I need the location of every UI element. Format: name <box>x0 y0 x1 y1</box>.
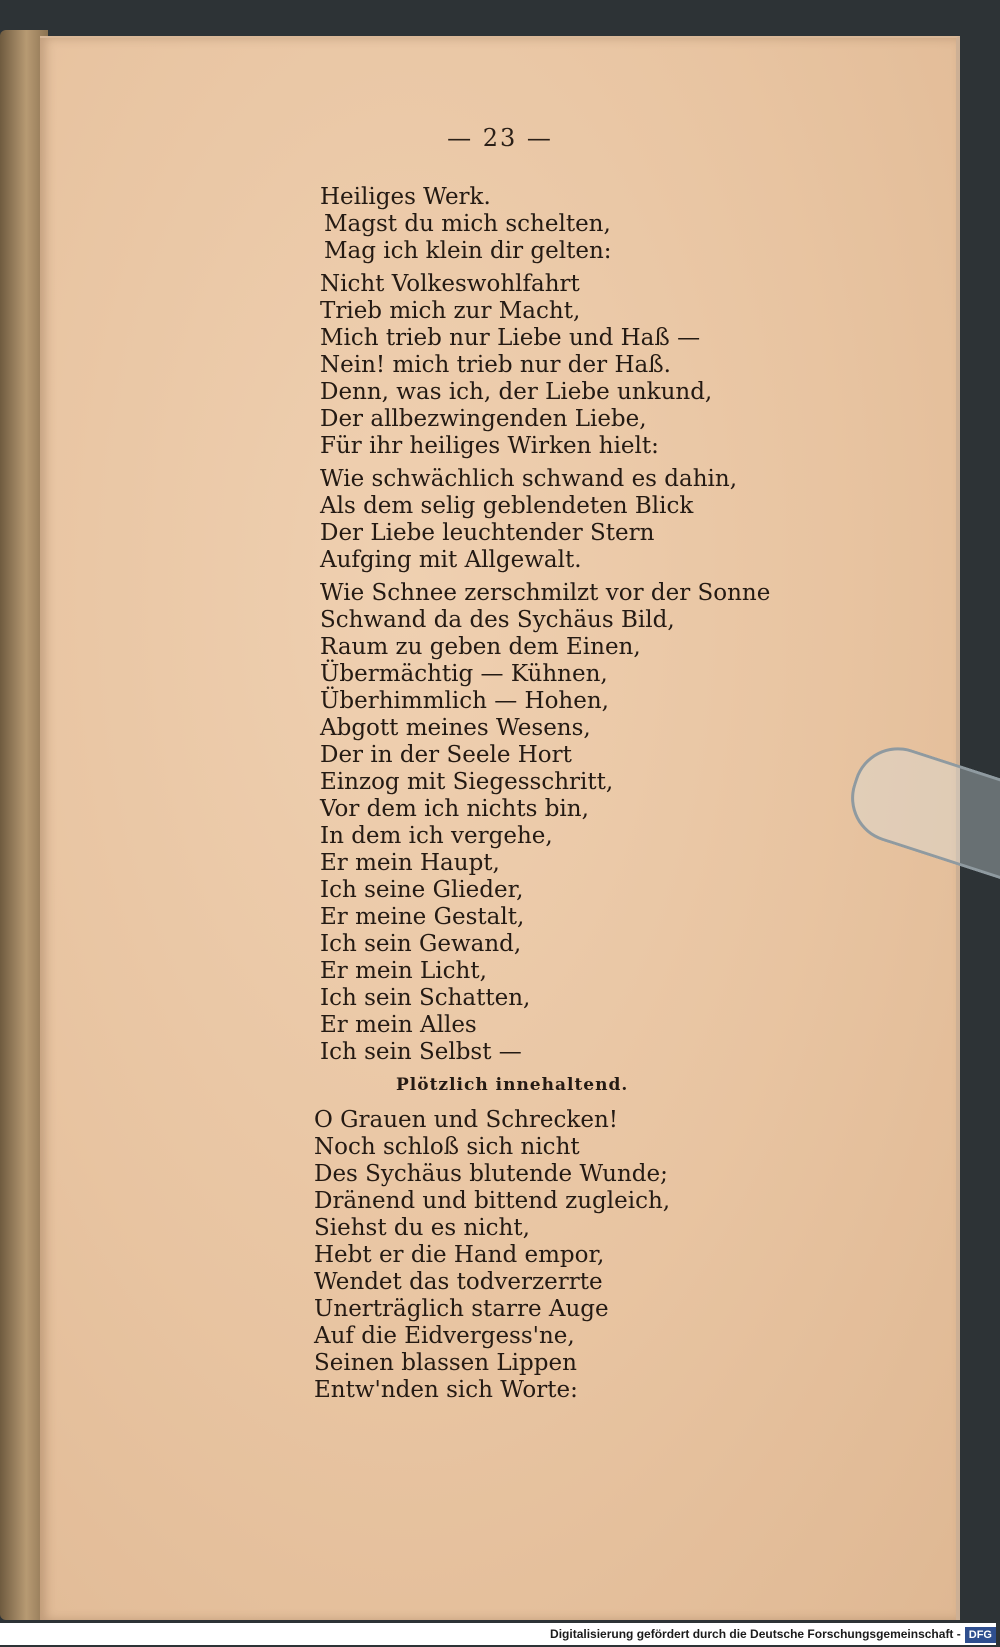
verse-line: Er mein Licht, <box>320 958 487 984</box>
verse-line: Entw'nden sich Worte: <box>314 1377 578 1403</box>
verse-line: Wie Schnee zerschmilzt vor der Sonne <box>320 580 771 606</box>
stanza-2 <box>320 271 940 460</box>
verse-line: Des Sychäus blutende Wunde; <box>314 1161 668 1187</box>
verse-line: Als dem selig geblendeten Blick <box>320 493 694 519</box>
verse-line: Vor dem ich nichts bin, <box>320 796 589 822</box>
verse-line: Er mein Alles <box>320 1012 477 1038</box>
verse-line: Wendet das todverzerrte <box>314 1269 603 1295</box>
verse-line: Denn, was ich, der Liebe unkund, <box>320 379 713 405</box>
verse-line: Dränend und bittend zugleich, <box>314 1188 671 1214</box>
stage-direction: Plötzlich innehaltend. <box>396 1075 629 1095</box>
verse-line: Trieb mich zur Macht, <box>320 298 581 324</box>
poem-text <box>314 184 940 1404</box>
verse-line: Er meine Gestalt, <box>320 904 525 930</box>
verse-line: Einzog mit Siegesschritt, <box>320 769 614 795</box>
verse-line: Übermächtig — Kühnen, <box>320 661 608 687</box>
verse-line: Ich sein Gewand, <box>320 931 522 957</box>
stanza-1 <box>320 184 940 265</box>
verse-line: Hebt er die Hand empor, <box>314 1242 605 1268</box>
verse-line: Noch schloß sich nicht <box>314 1134 580 1160</box>
digitization-footer <box>0 1623 996 1645</box>
stanza-4 <box>320 580 940 1066</box>
verse-line: Überhimmlich — Hohen, <box>320 688 609 714</box>
verse-line: Der in der Seele Hort <box>320 742 572 768</box>
dfg-logo: DFG <box>965 1627 996 1643</box>
verse-line: Heiliges Werk. <box>320 184 491 210</box>
verse-line: Nein! mich trieb nur der Haß. <box>320 352 671 378</box>
verse-line: Der allbezwingenden Liebe, <box>320 406 647 432</box>
verse-line: Mag ich klein dir gelten: <box>324 238 612 264</box>
stanza-3 <box>320 466 940 574</box>
verse-line: O Grauen und Schrecken! <box>314 1107 618 1133</box>
verse-line: Für ihr heiliges Wirken hielt: <box>320 433 659 459</box>
verse-line: Ich seine Glieder, <box>320 877 524 903</box>
verse-line: Wie schwächlich schwand es dahin, <box>320 466 738 492</box>
verse-line: Seinen blassen Lippen <box>314 1350 577 1376</box>
verse-line: Der Liebe leuchtender Stern <box>320 520 655 546</box>
verse-line: Schwand da des Sychäus Bild, <box>320 607 675 633</box>
verse-line: Mich trieb nur Liebe und Haß — <box>320 325 701 351</box>
verse-line: Unerträglich starre Auge <box>314 1296 609 1322</box>
verse-line: Raum zu geben dem Einen, <box>320 634 641 660</box>
verse-line: Ich sein Selbst — <box>320 1039 522 1065</box>
verse-line: Nicht Volkeswohlfahrt <box>320 271 580 297</box>
verse-line: Ich sein Schatten, <box>320 985 531 1011</box>
verse-line: Aufging mit Allgewalt. <box>320 547 582 573</box>
verse-line: Magst du mich schelten, <box>324 211 611 237</box>
footer-text: Digitalisierung gefördert durch die Deutsche Forschungsgemeinschaft - <box>550 1627 961 1641</box>
verse-line: Auf die Eidvergess'ne, <box>314 1323 575 1349</box>
verse-line: Abgott meines Wesens, <box>320 715 591 741</box>
page-number: — 23 — <box>447 124 553 152</box>
verse-line: In dem ich vergehe, <box>320 823 553 849</box>
verse-line: Siehst du es nicht, <box>314 1215 530 1241</box>
verse-line: Er mein Haupt, <box>320 850 500 876</box>
stanza-5 <box>314 1107 940 1404</box>
